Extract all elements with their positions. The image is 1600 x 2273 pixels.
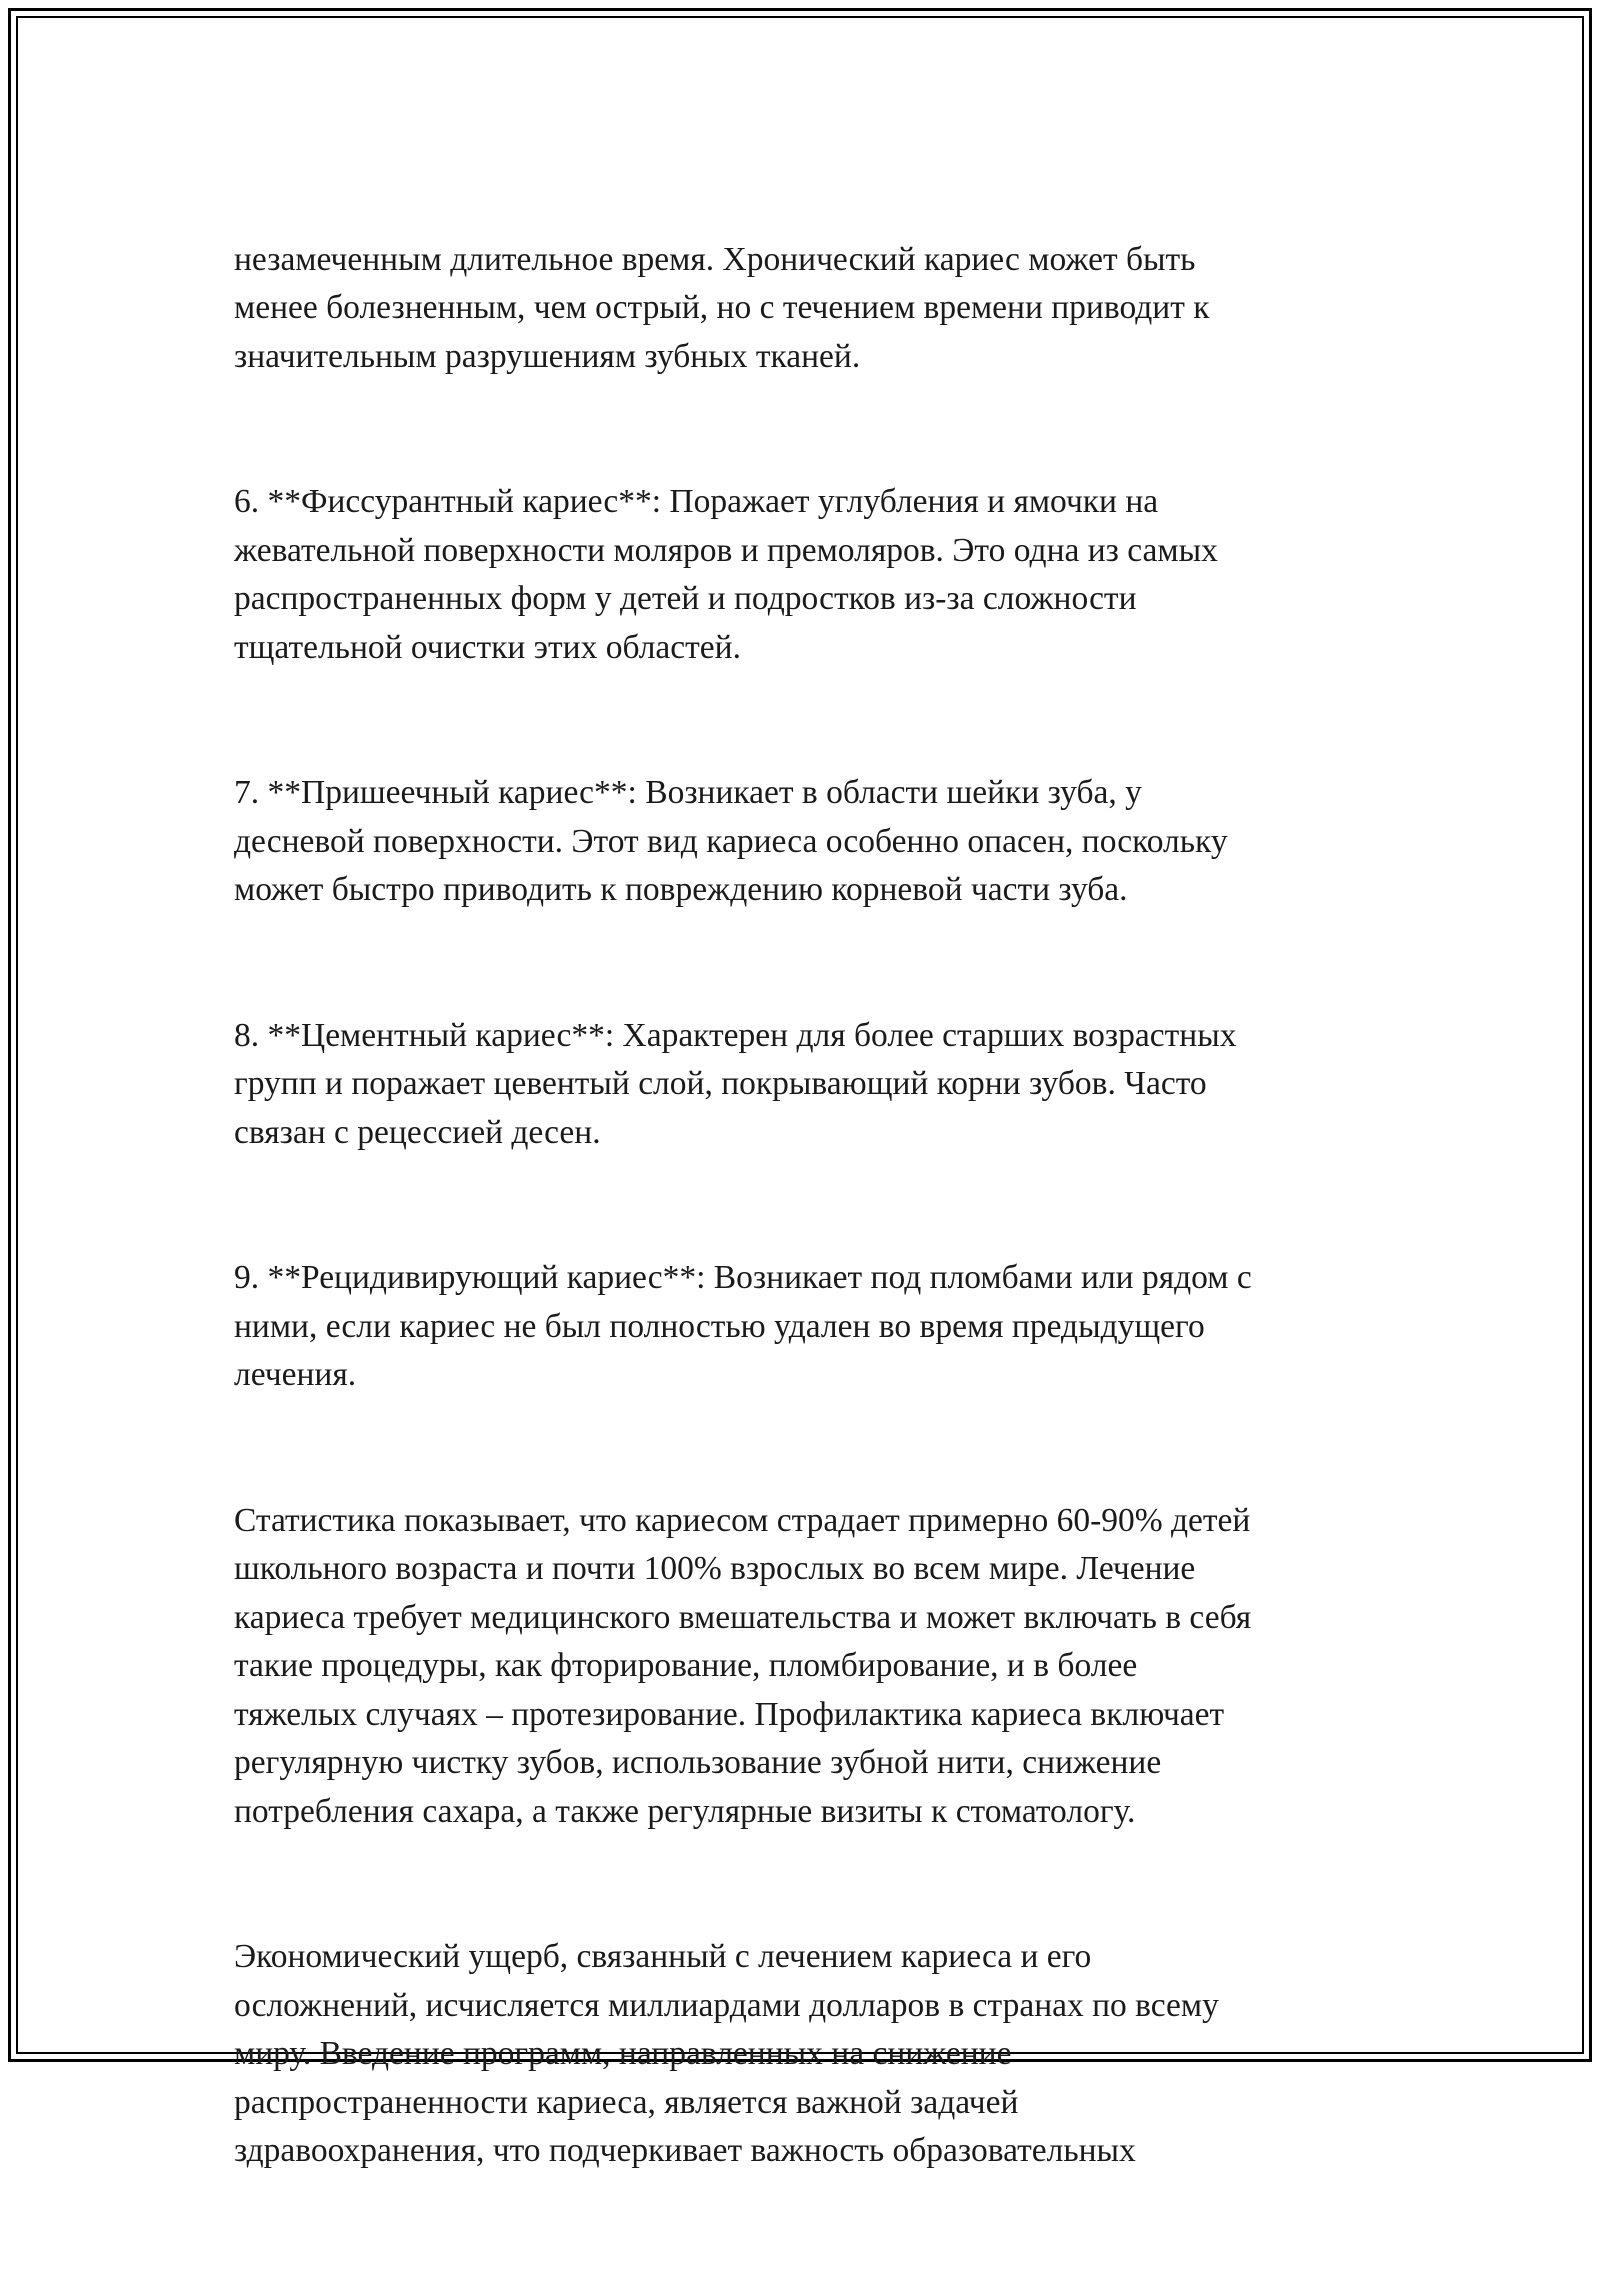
paragraph-statistics: Статистика показывает, что кариесом страдает примерно 60-90% детей школьного возраста и почти 100% взрослых во всем мире. Лечение кариеса требует медицинского вмешательства и может включать в себя такие процедуры, как фторирование, пломбирование, и в более тяжелых случаях – протезирование. Профилактика кариеса включает регулярную чистку зубов, использование зубной нити, снижение потребления сахара, а также регулярные визиты к стоматологу. — [234, 1501, 1252, 1830]
paragraph-recurrent-caries: 9. **Рецидивирующий кариес**: Возникает под пломбами или рядом с ними, если кариес не был полностью удален во время предыдущего лечения. — [234, 1259, 1252, 1393]
paragraph-economic-damage: Экономический ущерб, связанный с лечением кариеса и его осложнений, исчисляется миллиардами долларов в странах по всему миру. Введение программ, направленных на снижение распространенности кариеса, является важной задачей здравоохранения, что подчеркивает важность образовательных — [234, 1938, 1219, 2169]
paragraph-fissure-caries: 6. **Фиссурантный кариес**: Поражает углубления и ямочки на жевательной поверхности моляров и премоляров. Это одна из самых распространенных форм у детей и подростков из-за сложности тщательной очистки этих областей. — [234, 483, 1218, 666]
document-body — [234, 187, 1384, 2273]
paragraph-cervical-caries: 7. **Пришеечный кариес**: Возникает в области шейки зуба, у десневой поверхности. Этот вид кариеса особенно опасен, поскольку может быстро приводить к повреждению корневой части зуба. — [234, 774, 1228, 908]
paragraph-cement-caries: 8. **Цементный кариес**: Характерен для более старших возрастных групп и поражает цевентый слой, покрывающий корни зубов. Часто связан с рецессией десен. — [234, 1016, 1237, 1151]
paragraph-chronic-caries-continued: незамеченным длительное время. Хронический кариес может быть менее болезненным, чем острый, но с течением времени приводит к значительным разрушениям зубных тканей. — [234, 240, 1210, 375]
